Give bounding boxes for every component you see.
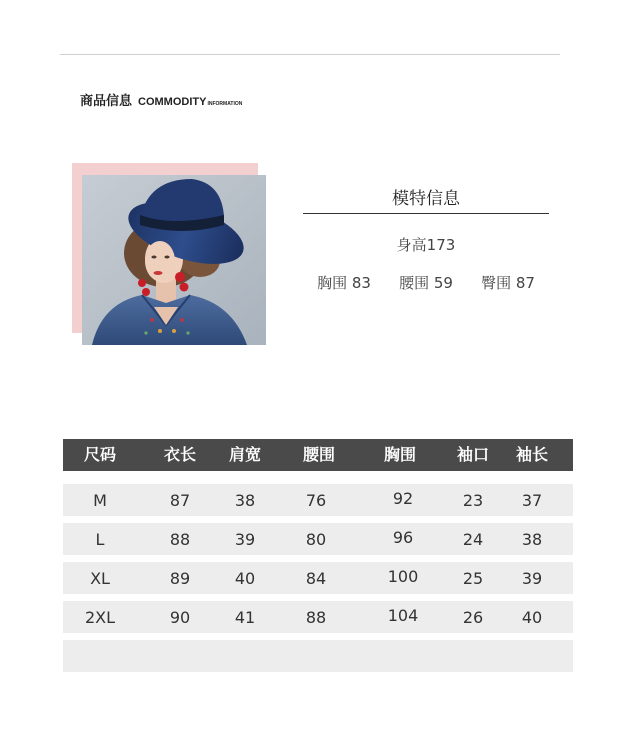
header-length: 衣长 bbox=[163, 445, 197, 464]
cell-sleeve: 37 bbox=[521, 491, 543, 510]
cell-length: 87 bbox=[169, 491, 191, 510]
top-divider bbox=[60, 54, 560, 55]
table-row bbox=[63, 562, 573, 594]
header-cuff: 袖口 bbox=[456, 445, 490, 464]
model-hip: 臀围 87 bbox=[481, 274, 535, 292]
cell-waist: 84 bbox=[305, 569, 327, 588]
cell-waist: 88 bbox=[305, 608, 327, 627]
model-info-divider bbox=[303, 213, 549, 214]
cell-bust: 104 bbox=[387, 606, 419, 625]
model-measures bbox=[303, 272, 549, 293]
header-shoulder: 肩宽 bbox=[228, 445, 262, 464]
cell-length: 88 bbox=[169, 530, 191, 549]
model-height: 身高173 bbox=[396, 236, 456, 254]
cell-size: 2XL bbox=[84, 608, 116, 627]
section-heading bbox=[80, 90, 242, 110]
size-table-header bbox=[63, 439, 573, 471]
cell-sleeve: 39 bbox=[521, 569, 543, 588]
cell-length: 90 bbox=[169, 608, 191, 627]
model-info-title: 模特信息 bbox=[392, 189, 460, 209]
cell-cuff: 26 bbox=[462, 608, 484, 627]
cell-cuff: 24 bbox=[462, 530, 484, 549]
cell-sleeve: 38 bbox=[521, 530, 543, 549]
cell-waist: 76 bbox=[305, 491, 327, 510]
cell-sleeve: 40 bbox=[521, 608, 543, 627]
cell-size: XL bbox=[90, 569, 110, 588]
cell-shoulder: 38 bbox=[234, 491, 256, 510]
header-sleeve: 袖长 bbox=[515, 445, 549, 464]
table-row-empty bbox=[63, 640, 573, 672]
size-table bbox=[63, 439, 573, 672]
cell-cuff: 25 bbox=[462, 569, 484, 588]
cell-bust: 100 bbox=[387, 567, 419, 586]
header-waist: 腰围 bbox=[302, 445, 336, 464]
header-bust: 胸围 bbox=[383, 445, 417, 464]
cell-bust: 96 bbox=[392, 528, 414, 547]
cell-length: 89 bbox=[169, 569, 191, 588]
header-size: 尺码 bbox=[83, 445, 117, 464]
table-row bbox=[63, 601, 573, 633]
table-row bbox=[63, 484, 573, 516]
section-title-en: COMMODITY bbox=[138, 96, 207, 108]
model-waist: 腰围 59 bbox=[399, 274, 453, 292]
model-illustration bbox=[82, 175, 266, 345]
cell-size: M bbox=[93, 491, 107, 510]
cell-waist: 80 bbox=[305, 530, 327, 549]
cell-size: L bbox=[95, 530, 105, 549]
section-title-zh: 商品信息 bbox=[80, 94, 133, 109]
table-row bbox=[63, 523, 573, 555]
cell-cuff: 23 bbox=[462, 491, 484, 510]
cell-bust: 92 bbox=[392, 489, 414, 508]
section-title-en-small: INFORMATION bbox=[207, 101, 243, 107]
cell-shoulder: 40 bbox=[234, 569, 256, 588]
model-bust: 胸围 83 bbox=[317, 274, 371, 292]
model-photo bbox=[82, 175, 266, 345]
cell-shoulder: 39 bbox=[234, 530, 256, 549]
cell-shoulder: 41 bbox=[234, 608, 256, 627]
